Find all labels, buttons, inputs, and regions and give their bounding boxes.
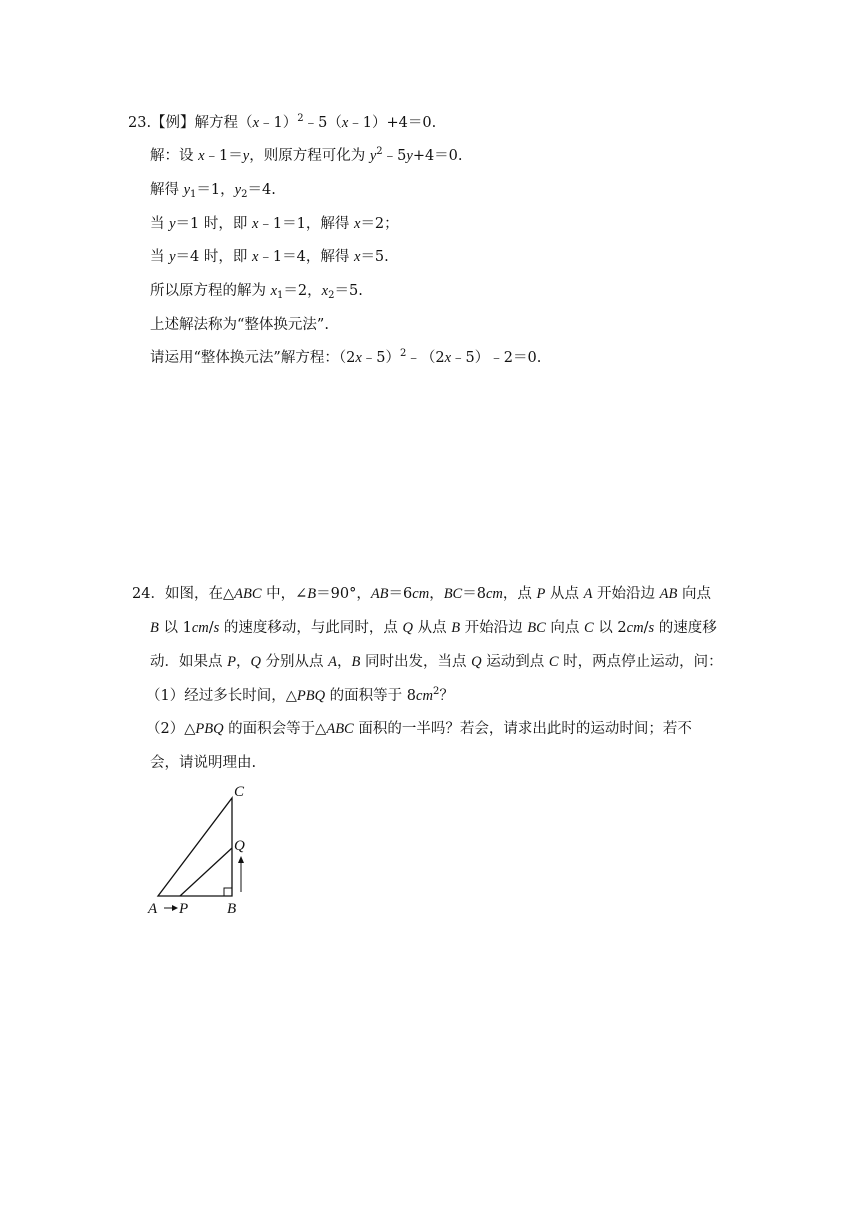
label-c: C bbox=[234, 784, 245, 800]
q24-line-4: （1）经过多长时间，△PBQ 的面积等于 $8cm^2$？ bbox=[146, 686, 454, 704]
q23-line-4: 当 y＝4 时，即 x﹣1＝4，解得 x＝5. bbox=[150, 249, 389, 265]
q24-line-5: （2）△PBQ 的面积会等于△ABC 面积的一半吗？若会，请求出此时的运动时间；若不 bbox=[146, 721, 692, 737]
q23-line-3: 当 y＝1 时，即 x﹣1＝1，解得 x＝2； bbox=[150, 216, 399, 232]
label-b: B bbox=[227, 901, 237, 917]
q23-line-1: 解：设 x﹣1＝y，则原方程可化为 $y^2﹣5y+4=0$. bbox=[150, 146, 463, 164]
q23-line-2: 解得 $y_1=1$，$y_2=4$. bbox=[150, 182, 276, 200]
q23-line-5: 所以原方程的解为 $x_1=2$，$x_2=5$. bbox=[150, 283, 363, 301]
q23-header: 23.【例】解方程（x﹣1）$^2$﹣5（x﹣1）+4＝0. bbox=[128, 113, 437, 131]
label-p: P bbox=[179, 901, 189, 917]
triangle-diagram bbox=[142, 782, 272, 917]
q24-line-6: 会，请说明理由. bbox=[150, 755, 257, 771]
q24-line-2: B 以 1cm/s 的速度移动，与此同时，点 Q 从点 B 开始沿边 BC 向点 C 以 2cm/s 的速度移 bbox=[150, 620, 717, 636]
q24-line-1: 24．如图，在△ABC 中，∠B＝90°，AB＝6cm，BC＝8cm，点 P 从点 A 开始沿边 AB 向点 bbox=[132, 586, 711, 602]
label-q: Q bbox=[234, 838, 245, 854]
label-a: A bbox=[148, 901, 158, 917]
q23-line-7: 请运用“整体换元法”解方程：（2x﹣5）$^2$﹣（2x﹣5）﹣2＝0. bbox=[150, 348, 542, 366]
triangle-figure bbox=[142, 782, 272, 921]
q23-line-6: 上述解法称为“整体换元法”. bbox=[150, 317, 329, 333]
right-angle-mark bbox=[224, 888, 232, 896]
arrow-ap-head bbox=[172, 905, 178, 911]
q24-line-3: 动．如果点 P，Q 分别从点 A，B 同时出发，当点 Q 运动到点 C 时，两点停止运动，问： bbox=[150, 654, 723, 670]
arrow-bq-head bbox=[238, 856, 244, 863]
